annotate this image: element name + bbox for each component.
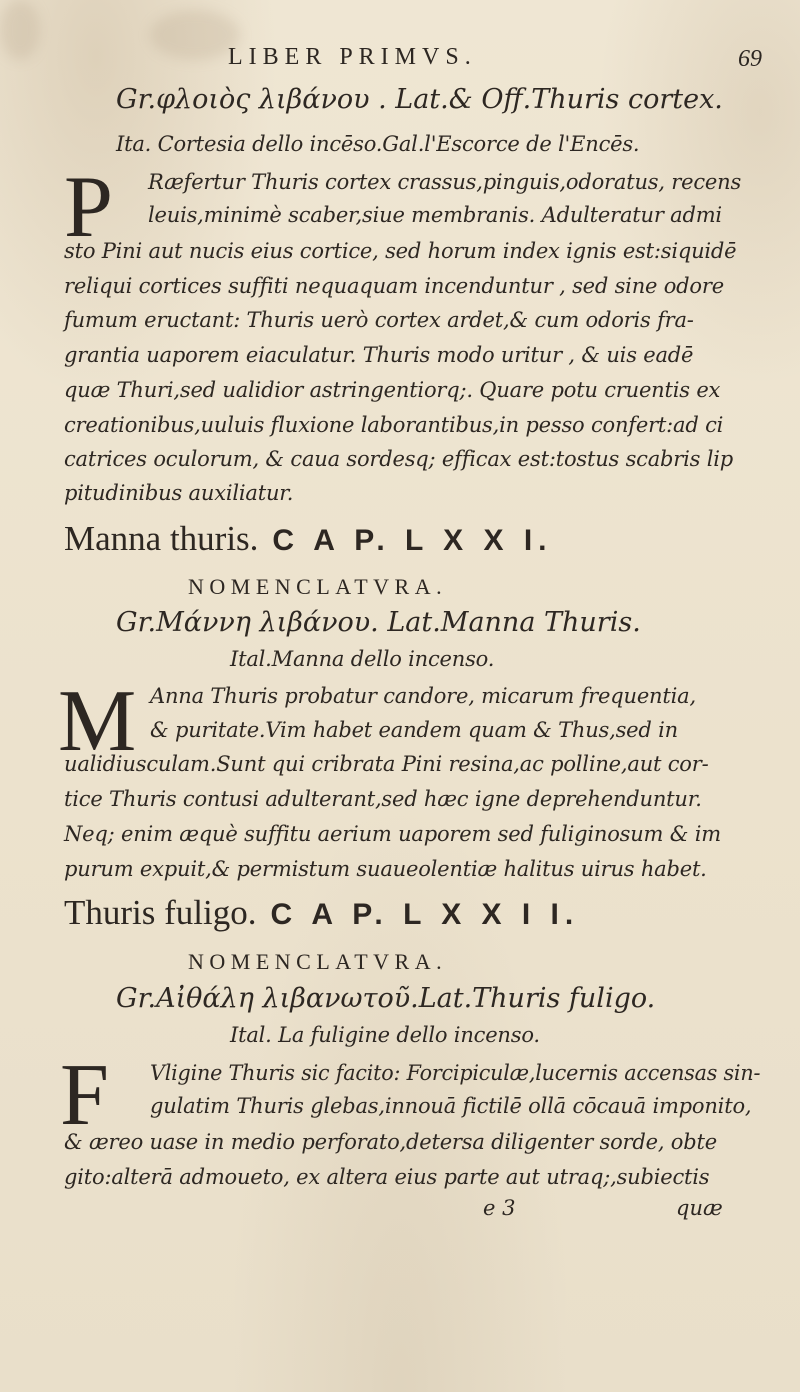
section-1-heading-greek-latin: Gr.φλοιὸς λιβάνου . Lat.& Off.Thuris cortex. — [116, 84, 723, 115]
chapter-heading — [64, 519, 553, 561]
body-line: reliqui cortices suffiti nequaquam incenduntur , sed sine odore — [64, 274, 724, 298]
folio-number: 69 — [738, 46, 762, 72]
body-line: Ræfertur Thuris cortex crassus,pinguis,odoratus, recens — [148, 170, 742, 194]
chapter-title: Thuris fuligo. — [64, 893, 257, 932]
body-line: fumum eructant: Thuris uerò cortex ardet,& cum odoris fra- — [64, 308, 694, 332]
body-line: Neq; enim æquè suffitu aerium uaporem sed fuliginosum & im — [64, 822, 721, 846]
body-line: leuis,minimè scaber,siue membranis. Adulteratur admi — [148, 203, 722, 227]
nomenclatura-label: NOMENCLATVRA. — [188, 574, 448, 599]
dropcap-m: M — [58, 673, 137, 770]
body-line: pitudinibus auxiliatur. — [64, 481, 294, 505]
section-3-heading-ital: Ital. La fuligine dello incenso. — [230, 1023, 540, 1047]
body-line: grantia uaporem eiaculatur. Thuris modo uritur , & uis eadē — [64, 343, 694, 367]
body-line: sto Pini aut nucis eius cortice, sed horum index ignis est:siquidē — [64, 239, 737, 263]
catchword: quæ — [676, 1196, 723, 1220]
dropcap-p: P — [64, 159, 113, 256]
nomenclatura-label: NOMENCLATVRA. — [188, 949, 448, 974]
section-2-heading-ital: Ital.Manna dello incenso. — [230, 647, 495, 671]
body-line: tice Thuris contusi adulterant,sed hæc igne deprehenduntur. — [64, 787, 702, 811]
body-line: ualidiusculam.Sunt qui cribrata Pini resina,ac polline,aut cor- — [64, 752, 709, 776]
running-title: LIBER PRIMVS. — [228, 44, 477, 70]
body-line: gulatim Thuris glebas,innouā fictilē ollā cōcauā imponito, — [150, 1094, 752, 1118]
chapter-title: Manna thuris. — [64, 519, 259, 558]
body-line: Anna Thuris probatur candore, micarum frequentia, — [150, 684, 696, 708]
section-3-heading-greek-latin: Gr.Αἰθάλη λιβανωτοῦ.Lat.Thuris fuligo. — [116, 983, 656, 1014]
body-line: purum expuit,& permistum suaueolentiæ halitus uirus habet. — [64, 857, 707, 881]
section-2-heading-greek-latin: Gr.Μάννη λιβάνου. Lat.Manna Thuris. — [116, 607, 641, 638]
chapter-heading — [64, 893, 579, 935]
body-line: quæ Thuri,sed ualidior astringentiorq;. Quare potu cruentis ex — [64, 378, 721, 402]
body-line: Vligine Thuris sic facito: Forcipiculæ,lucernis accensas sin- — [150, 1061, 761, 1085]
section-1-heading-ital-gal: Ita. Cortesia dello incēso.Gal.l'Escorce de l'Encēs. — [116, 132, 640, 156]
dropcap-f: F — [60, 1047, 109, 1144]
body-line: & æreo uase in medio perforato,detersa diligenter sorde, obte — [64, 1130, 717, 1154]
chapter-number: C A P. L X X I. — [272, 524, 553, 557]
chapter-number: C A P. L X X I I. — [270, 898, 580, 931]
body-line: gito:alterā admoueto, ex altera eius parte aut utraq;,subiectis — [64, 1165, 710, 1189]
body-line: catrices oculorum, & caua sordesq; efficax est:tostus scabris lip — [64, 447, 733, 471]
body-line: creationibus,uuluis fluxione laborantibus,in pesso confert:ad ci — [64, 413, 724, 437]
page-stain — [0, 0, 40, 60]
signature-mark: e 3 — [483, 1196, 516, 1220]
page-stain — [150, 10, 240, 60]
body-line: & puritate.Vim habet eandem quam & Thus,sed in — [150, 718, 678, 742]
